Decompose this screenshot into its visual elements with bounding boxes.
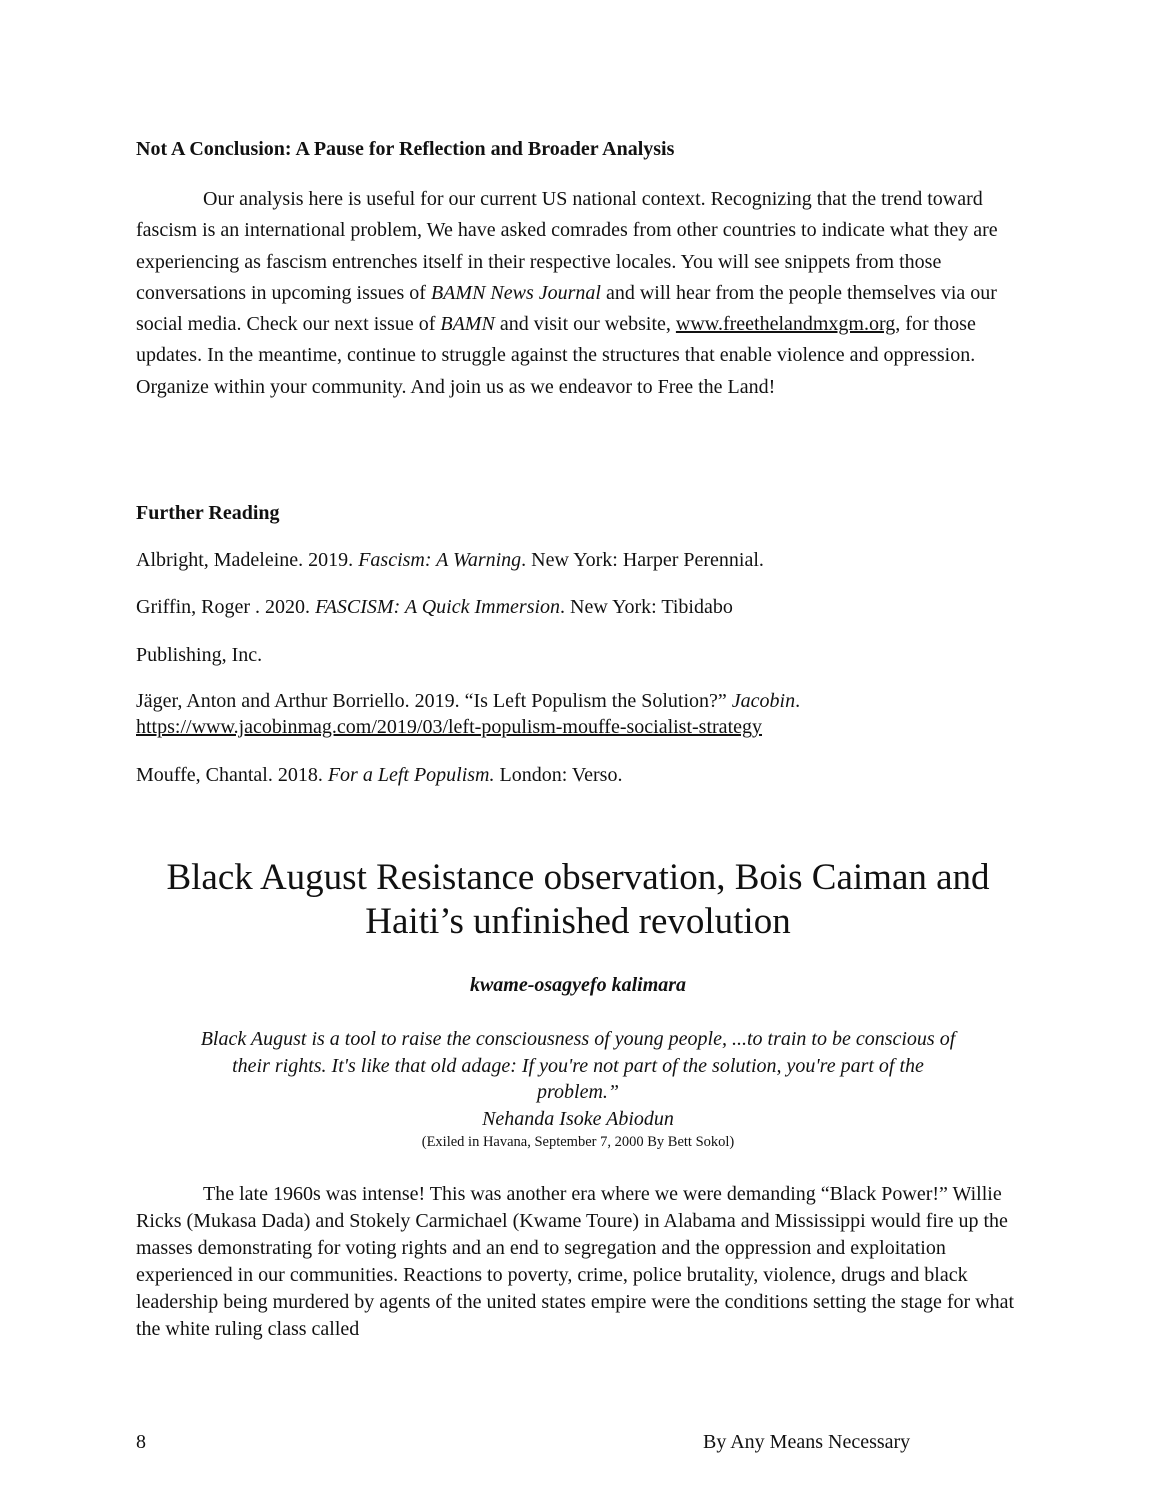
jacobin-link[interactable]: https://www.jacobinmag.com/2019/03/left-populism-mouffe-socialist-strategy <box>136 716 762 738</box>
ref-text: Albright, Madeleine. 2019. <box>136 549 359 571</box>
article-body <box>136 1181 1016 1343</box>
ref-text: . <box>795 690 801 712</box>
quote-line: their rights. It's like that old adage: If you're not part of the solution, you're part of the <box>232 1054 924 1077</box>
para-text: and visit our website, <box>494 313 676 336</box>
article-title-line1: Black August Resistance observation, Bois Caiman and <box>166 857 990 898</box>
publication-name: By Any Means Necessary <box>703 1431 911 1453</box>
ref-text: . New York: Tibidabo <box>560 596 733 618</box>
para-text: and will hear from the people themselves via our social media. Check our next issue of <box>136 281 997 336</box>
reference-jager <box>136 690 800 713</box>
ref-title: FASCISM: A Quick Immersion <box>315 596 561 618</box>
reference-mouffe <box>136 764 622 787</box>
para-italic-bamn: BAMN <box>440 313 495 336</box>
ref-text: Griffin, Roger . 2020. <box>136 596 316 618</box>
reference-griffin <box>136 596 733 619</box>
ref-text: Mouffe, Chantal. 2018. <box>136 764 328 786</box>
ref-text: . New York: Harper Perennial. <box>521 549 764 571</box>
article-byline: kwame-osagyefo kalimara <box>469 974 687 996</box>
quote-line: problem.” <box>536 1081 620 1103</box>
para-text: , for those updates. In the meantime, continue to struggle against the structures that enable violence and oppression. Organize within your community. And join us as we endeavor to Free the Land! <box>136 313 976 398</box>
ref-title: Fascism: A Warning <box>358 549 522 571</box>
quote-author: Nehanda Isoke Abiodun <box>482 1107 674 1130</box>
ref-text: Jäger, Anton and Arthur Borriello. 2019. “Is Left Populism the Solution?” <box>136 690 732 712</box>
ref-title: For a Left Populism. <box>327 764 495 786</box>
quote-line: Black August is a tool to raise the consciousness of young people, ...to train to be conscious of <box>200 1028 956 1050</box>
quote-source: (Exiled in Havana, September 7, 2000 By Bett Sokol) <box>421 1134 735 1150</box>
section-paragraph <box>136 184 1026 403</box>
reference-griffin-publisher: Publishing, Inc. <box>136 644 263 666</box>
para-text: Our analysis here is useful for our current US national context. Recognizing that the trend toward fascism is an international problem, We have asked comrades from other countries to indicate what they are experiencing as fascism entrenches itself in their respective locales. You will see snippets from those conversations in upcoming issues of <box>136 188 998 304</box>
article-title-line2: Haiti’s unfinished revolution <box>365 901 791 942</box>
section-heading: Not A Conclusion: A Pause for Reflection and Broader Analysis <box>136 138 675 160</box>
ref-text: London: Verso. <box>494 764 623 786</box>
page-number: 8 <box>136 1431 146 1453</box>
article-title <box>120 856 1036 944</box>
website-link[interactable]: www.freethelandmxgm.org <box>675 313 896 336</box>
article-body-text: The late 1960s was intense! This was another era where we were demanding “Black Power!” Willie Ricks (Mukasa Dada) and Stokely Carmichael (Kwame Toure) in Alabama and Mississippi would fire up the masses demonstrating for voting rights and an end to segregation and the oppression and exploitation experienced in our communities. Reactions to poverty, crime, police brutality, violence, drugs and black leadership being murdered by agents of the united states empire were the conditions setting the stage for what the white ruling class called <box>136 1183 1015 1340</box>
para-italic-journal: BAMN News Journal <box>430 281 601 304</box>
ref-title: Jacobin <box>731 690 796 712</box>
further-reading-heading: Further Reading <box>136 502 280 524</box>
reference-albright <box>136 549 764 572</box>
epigraph-quote <box>136 1026 1020 1132</box>
